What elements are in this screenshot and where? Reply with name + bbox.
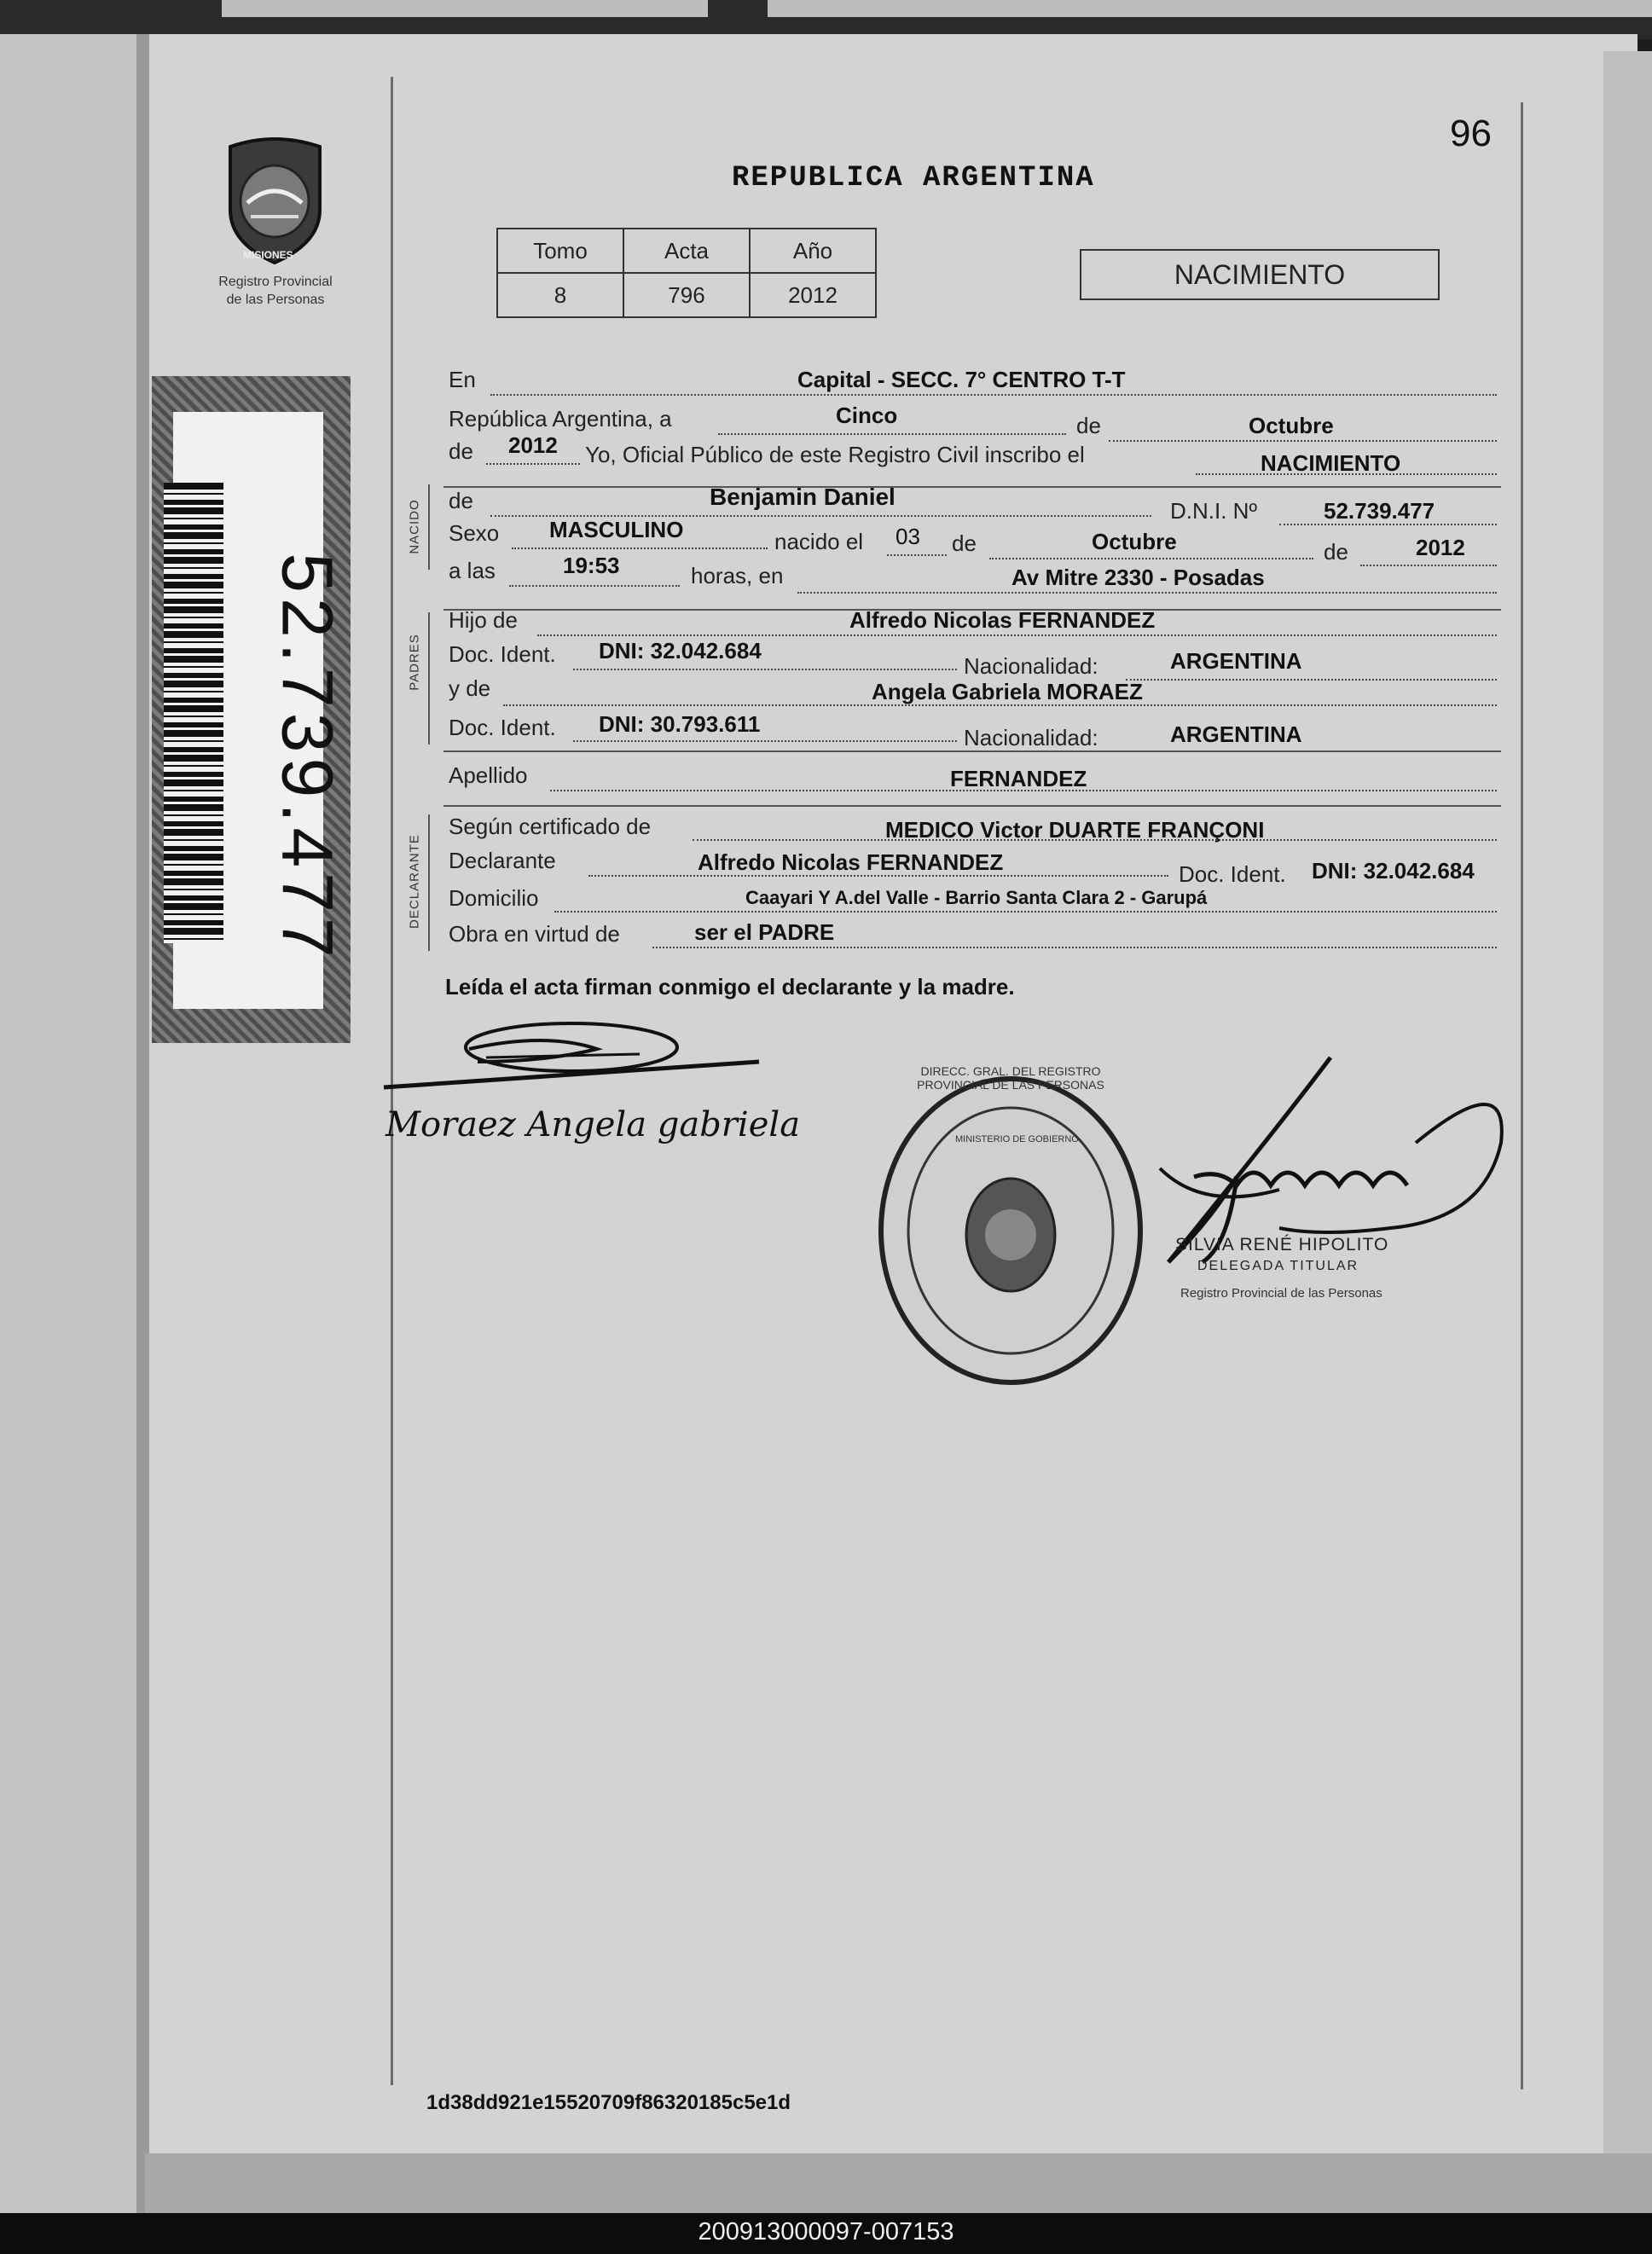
barcode-number: 52.739.477 — [267, 553, 348, 963]
official-name: SILVIA RENÉ HIPOLITO — [1175, 1235, 1389, 1254]
table-header-anio: Año — [750, 229, 876, 273]
value-mes: Octubre — [1249, 413, 1334, 438]
label-de-anio: de — [449, 438, 473, 464]
value-padre-nacionalidad: ARGENTINA — [1170, 648, 1302, 674]
section-label-padres: PADRES — [407, 634, 422, 691]
value-mes-nac: Octubre — [1092, 529, 1177, 554]
value-madre: Angela Gabriela MORAEZ — [872, 679, 1143, 704]
table-header-tomo: Tomo — [497, 229, 623, 273]
label-en: En — [449, 367, 476, 392]
dotted-line — [1360, 565, 1497, 566]
value-certificado: MEDICO Victor DUARTE FRANÇONI — [885, 817, 1265, 843]
official-title: DELEGADA TITULAR — [1197, 1259, 1359, 1273]
table-value-acta: 796 — [623, 273, 750, 317]
dotted-line — [652, 947, 1497, 948]
value-sexo: MASCULINO — [549, 517, 684, 542]
dotted-line — [554, 911, 1497, 913]
page-number: 96 — [1450, 113, 1492, 154]
declarant-signature — [375, 1015, 776, 1100]
document-heading: REPUBLICA ARGENTINA — [732, 162, 1095, 194]
value-declarante: Alfredo Nicolas FERNANDEZ — [698, 849, 1004, 875]
section-divider — [443, 805, 1501, 807]
label-republica: República Argentina, a — [449, 406, 672, 432]
province-shield-logo — [213, 128, 337, 269]
value-dni: 52.739.477 — [1324, 498, 1435, 524]
section-bar-padres — [428, 612, 430, 745]
value-hora: 19:53 — [563, 553, 620, 578]
document-hash: 1d38dd921e15520709f86320185c5e1d — [426, 2091, 791, 2114]
label-dni: D.N.I. Nº — [1170, 498, 1257, 524]
label-y-de: y de — [449, 675, 491, 701]
label-oficial: Yo, Oficial Público de este Registro Civil inscribo el — [585, 442, 1085, 467]
value-domicilio: Caayari Y A.del Valle - Barrio Santa Clara 2 - Garupá — [745, 887, 1208, 908]
dotted-line — [887, 554, 947, 556]
label-de-anio-nac: de — [1324, 539, 1348, 565]
record-type-box: NACIMIENTO — [1080, 249, 1440, 300]
value-anio-nac: 2012 — [1416, 535, 1465, 560]
seal-outer-text: DIRECC. GRAL. DEL REGISTRO PROVINCIAL DE LAS PERSONAS — [917, 1064, 1104, 1092]
top-strip-highlight — [768, 0, 1652, 17]
seal-inner-text: MINISTERIO DE GOBIERNO — [955, 1134, 1079, 1144]
dotted-line — [509, 585, 680, 587]
section-divider — [443, 486, 1501, 488]
table-header-acta: Acta — [623, 229, 750, 273]
label-declarante: Declarante — [449, 848, 556, 873]
dotted-line — [797, 592, 1497, 594]
register-table — [496, 228, 877, 318]
value-dia-texto: Cinco — [836, 403, 898, 428]
section-divider — [443, 750, 1501, 752]
page-bottom-shadow — [145, 2153, 1652, 2213]
dotted-line — [989, 558, 1313, 559]
logo-text: MISIONES — [243, 249, 293, 261]
label-hijo: Hijo de — [449, 607, 518, 633]
section-label-declarante: DECLARANTE — [407, 834, 422, 929]
barcode-graphic — [164, 483, 223, 943]
mother-handwritten-signature: Moraez Angela gabriela — [385, 1105, 801, 1144]
section-bar-declarante — [428, 814, 430, 951]
dotted-line — [486, 463, 580, 465]
logo-caption-line2: de las Personas — [226, 293, 325, 307]
right-margin-line — [1521, 102, 1523, 2089]
page-right-edge — [1603, 51, 1652, 2192]
value-nombre: Benjamin Daniel — [710, 484, 896, 510]
dotted-line — [537, 634, 1497, 636]
section-bar-nacido — [428, 484, 430, 570]
table-value-anio: 2012 — [750, 273, 876, 317]
label-sexo: Sexo — [449, 520, 500, 546]
label-obra: Obra en virtud de — [449, 921, 620, 947]
label-de-nombre: de — [449, 488, 473, 513]
label-nacionalidad-padre: Nacionalidad: — [964, 653, 1098, 679]
logo-caption-line1: Registro Provincial — [218, 275, 333, 289]
label-doc-padre: Doc. Ident. — [449, 641, 556, 667]
label-doc-madre: Doc. Ident. — [449, 715, 556, 740]
value-lugar: Capital - SECC. 7° CENTRO T-T — [797, 367, 1126, 392]
dotted-line — [1126, 679, 1497, 681]
dotted-line — [573, 669, 957, 670]
dotted-line — [490, 394, 1497, 396]
binder-cover — [0, 34, 154, 2213]
value-lugar-nac: Av Mitre 2330 - Posadas — [1011, 565, 1265, 590]
value-apellido: FERNANDEZ — [950, 766, 1087, 791]
label-de-mes-nac: de — [952, 530, 977, 556]
table-value-tomo: 8 — [497, 273, 623, 317]
top-strip-highlight — [222, 0, 708, 17]
value-madre-doc: DNI: 30.793.611 — [599, 711, 761, 737]
value-anio: 2012 — [508, 432, 558, 458]
label-nacido: nacido el — [774, 529, 864, 554]
label-horas-en: horas, en — [691, 563, 784, 588]
value-acto: NACIMIENTO — [1261, 450, 1401, 476]
label-apellido: Apellido — [449, 762, 528, 788]
dotted-line — [718, 433, 1066, 435]
scan-footer-bar — [0, 2213, 1652, 2254]
label-de-mes: de — [1076, 413, 1101, 438]
official-office: Registro Provincial de las Personas — [1180, 1286, 1382, 1301]
value-padre: Alfredo Nicolas FERNANDEZ — [849, 607, 1156, 633]
label-certificado: Según certificado de — [449, 814, 652, 839]
value-obra: ser el PADRE — [694, 919, 835, 945]
label-alas: a las — [449, 558, 496, 583]
closing-statement: Leída el acta firman conmigo el declarante y la madre. — [445, 974, 1015, 1000]
value-declarante-doc: DNI: 32.042.684 — [1312, 858, 1475, 884]
value-padre-doc: DNI: 32.042.684 — [599, 638, 762, 663]
label-nacionalidad-madre: Nacionalidad: — [964, 725, 1098, 750]
section-label-nacido: NACIDO — [407, 499, 422, 554]
value-madre-nacionalidad: ARGENTINA — [1170, 721, 1302, 747]
value-dia-nac: 03 — [896, 524, 920, 549]
label-domicilio: Domicilio — [449, 885, 539, 911]
dotted-line — [1109, 440, 1497, 442]
scan-footer-id: 200913000097-007153 — [698, 2218, 954, 2245]
label-doc-declarante: Doc. Ident. — [1179, 861, 1286, 887]
dotted-line — [573, 740, 957, 742]
dotted-line — [512, 548, 768, 549]
